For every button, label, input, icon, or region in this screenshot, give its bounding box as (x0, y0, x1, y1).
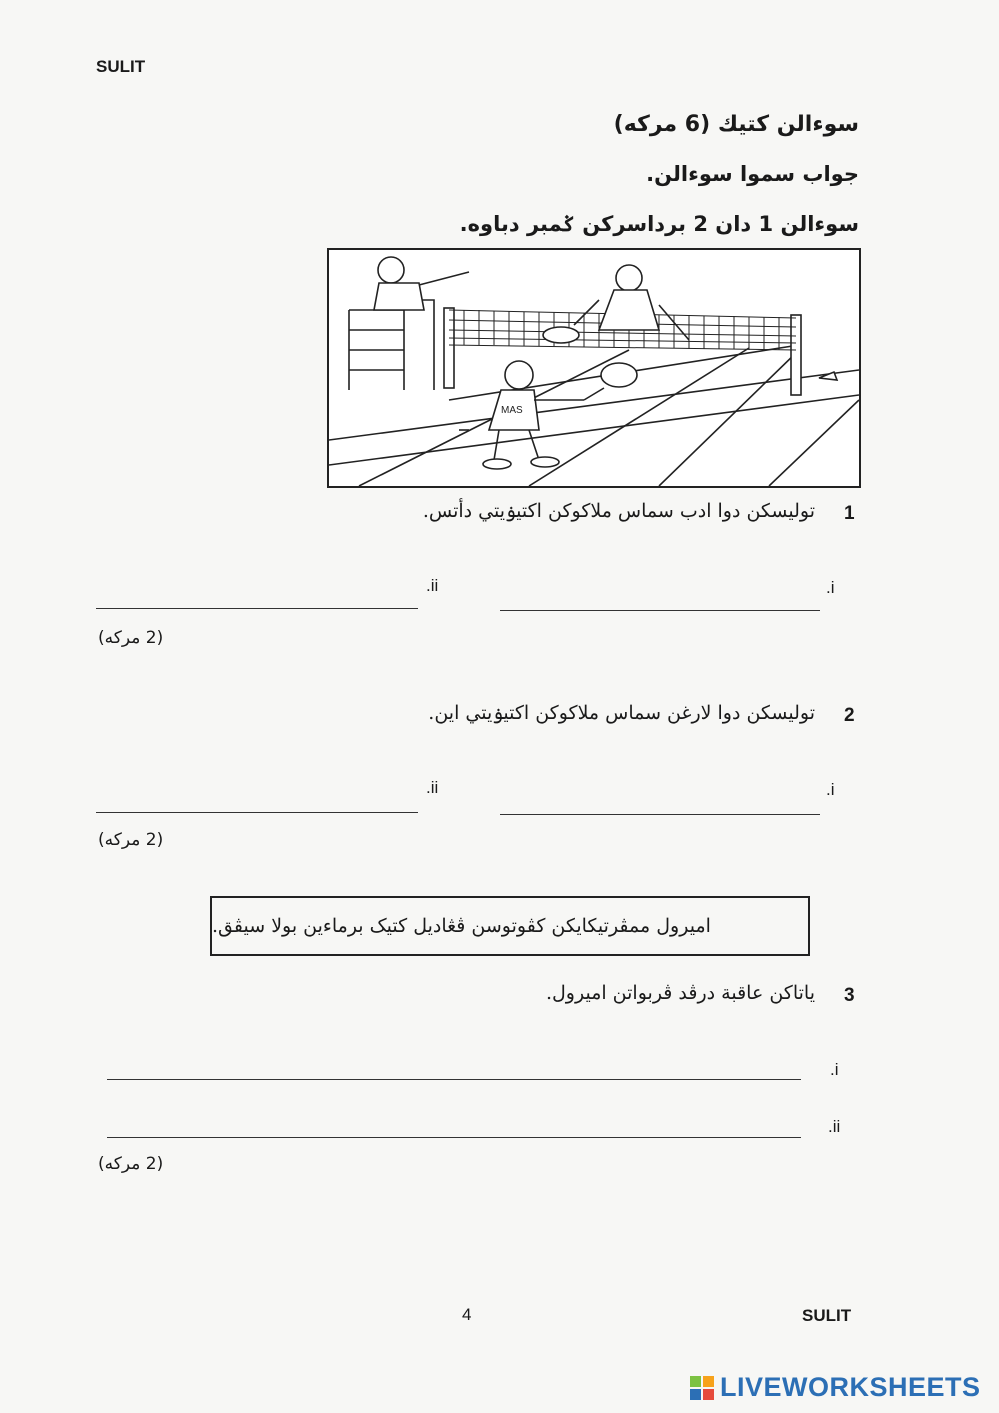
question-2-label-i: .i (826, 780, 835, 799)
badminton-scene-drawing (329, 250, 859, 486)
question-3-number: 3 (844, 985, 855, 1006)
question-1-number: 1 (844, 503, 855, 524)
question-1-answer-i[interactable] (500, 610, 820, 611)
scenario-text: اميرول ممڤرتيكايكن كڤوتوسن ڤڠاديل كتيک برماءين بولا سيڤق. (212, 915, 711, 937)
badminton-illustration (327, 248, 861, 488)
liveworksheets-brand-text: LIVEWORKSHEETS (720, 1372, 981, 1402)
question-2-answer-ii[interactable] (96, 812, 418, 813)
question-2-marks: (2 مركه) (98, 830, 164, 850)
question-3-label-ii: .ii (828, 1117, 841, 1136)
question-1-text: توليسكن دوا ادب سماس ملاكوكن اكتيۏيتي دأتس. (422, 500, 815, 522)
instruction-picture: سوءالن 1 دان 2 برداسركن ݢمبر دباوه. (459, 212, 859, 236)
svg-text:MAS: MAS (501, 405, 523, 416)
header-confidential-label: SULIT (96, 57, 146, 76)
scenario-box (210, 896, 810, 956)
question-2-number: 2 (844, 705, 855, 726)
instruction-answer-all: جواب سموا سوءالن. (646, 162, 859, 186)
question-2-answer-i[interactable] (500, 814, 820, 815)
question-1-answer-ii[interactable] (96, 608, 418, 609)
question-3-answer-i[interactable] (107, 1079, 801, 1080)
question-1-label-i: .i (826, 578, 835, 597)
footer-confidential-label: SULIT (802, 1306, 852, 1325)
question-2-text: توليسكن دوا لارغن سماس ملاكوكن اكتيۏيتي اين. (428, 702, 815, 724)
question-3-label-i: .i (830, 1060, 839, 1079)
liveworksheets-watermark[interactable] (690, 1372, 981, 1403)
page-number: 4 (462, 1305, 472, 1324)
section-title: سوءالن كتيك (6 مركه) (613, 112, 859, 137)
question-1-label-ii: .ii (426, 576, 439, 595)
question-3-answer-ii[interactable] (107, 1137, 801, 1138)
question-1-marks: (2 مركه) (98, 628, 164, 648)
liveworksheets-logo-icon (690, 1376, 714, 1400)
question-3-text: ياتاكن عاقبة درڤد ڤربواتن اميرول. (545, 982, 815, 1004)
question-3-marks: (2 مركه) (98, 1154, 164, 1174)
question-2-label-ii: .ii (426, 778, 439, 797)
